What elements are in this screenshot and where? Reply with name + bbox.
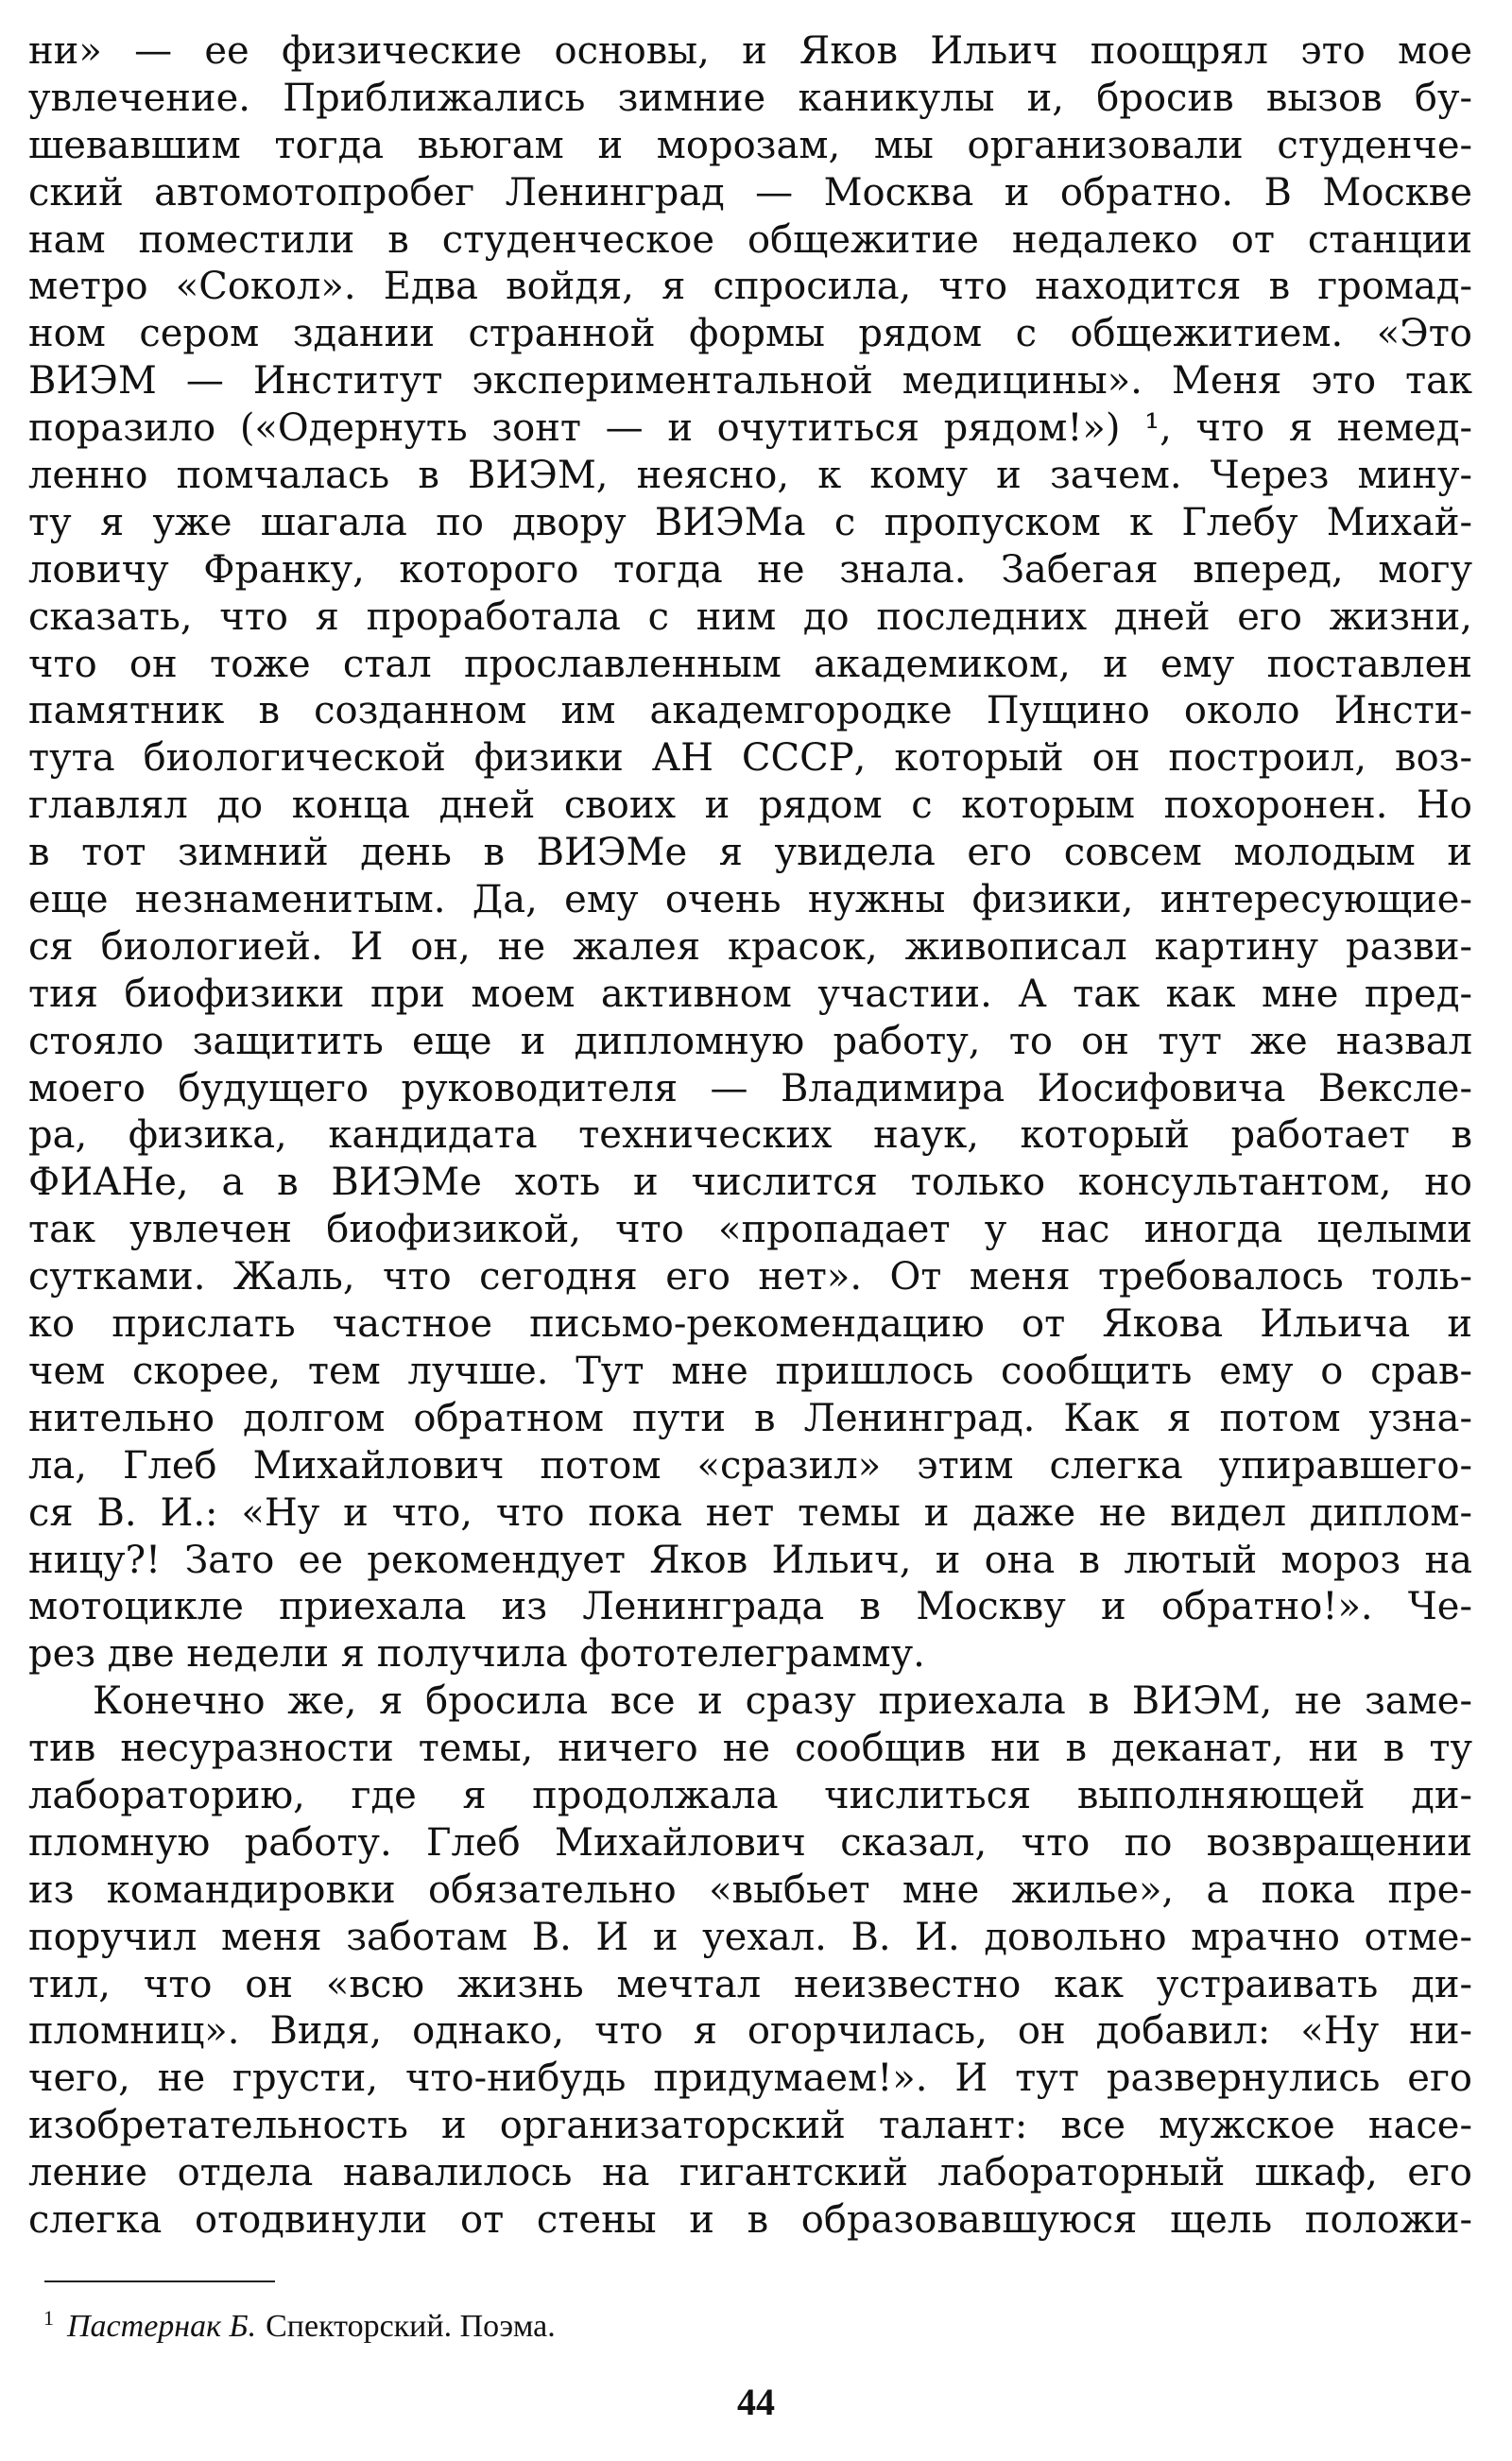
text-line: изобретательность и организаторский талант: все мужское насе- [28,2104,1472,2148]
text-line: из командировки обязательно «выбьет мне жилье», а пока пре- [28,1867,1472,1912]
book-page [28,28,1472,2245]
text-line: ни» — ее физические основы, и Яков Ильич поощрял это мое [28,29,1472,73]
footnote-text: Спекторский. Поэма. [266,2309,556,2344]
text-line: памятник в созданном им академгородке Пущино около Инсти- [28,689,1472,733]
text-line: моего будущего руководителя — Владимира Иосифовича Вексле- [28,1066,1472,1110]
text-line: чего, не грусти, что-нибудь придумаем!». И тут развернулись его [28,2057,1472,2101]
text-line: что он тоже стал прославленным академиком, и ему поставлен [28,642,1472,686]
text-line: тия биофизики при моем активном участии. А так как мне пред- [28,972,1472,1016]
text-line: пломную работу. Глеб Михайлович сказал, что по возвращении [28,1820,1472,1865]
text-line: нам поместили в студенческое общежитие недалеко от станции [28,217,1472,262]
text-line: тута биологической физики АН СССР, который он построил, воз- [28,736,1472,781]
text-line: ление отдела навалилось на гигантский лабораторный шкаф, его [28,2151,1472,2195]
text-line: ФИАНе, а в ВИЭМе хоть и числится только консультантом, но [28,1161,1472,1205]
text-line: ко прислать частное письмо-рекомендацию от Якова Ильича и [28,1302,1472,1347]
text-line: лабораторию, где я продолжала числиться выполняющей ди- [28,1773,1472,1817]
text-line: чем скорее, тем лучше. Тут мне пришлось сообщить ему о срав- [28,1349,1472,1393]
text-line: ловичу Франку, которого тогда не знала. Забегая вперед, могу [28,547,1472,592]
text-line: ницу?! Зато ее рекомендует Яков Ильич, и она в лютый мороз на [28,1538,1472,1582]
text-line: главлял до конца дней своих и рядом с которым похоронен. Но [28,783,1472,828]
text-line: поразило («Одернуть зонт — и очутиться рядом!») ¹, что я немед- [28,406,1472,451]
text-line: тил, что он «всю жизнь мечтал неизвестно как устраивать ди- [28,1962,1472,2006]
text-line: мотоцикле приехала из Ленинграда в Москву и обратно!». Че- [28,1585,1472,1629]
page-number: 44 [737,2381,775,2423]
text-line: Конечно же, я бросила все и сразу приехала в ВИЭМ, не заме- [93,1679,1472,1724]
footnote-divider [44,2280,275,2282]
text-line: ном сером здании странной формы рядом с общежитием. «Это [28,312,1472,356]
text-line: метро «Сокол». Едва войдя, я спросила, что находится в громад- [28,265,1472,309]
text-line: пломниц». Видя, однако, что я огорчилась, он добавил: «Ну ни- [28,2009,1472,2054]
text-line: рез две недели я получила фототелеграмму. [28,1632,925,1677]
text-line: поручил меня заботам В. И и уехал. В. И. довольно мрачно отме- [28,1915,1472,1959]
text-line: в тот зимний день в ВИЭМе я увидела его совсем молодым и [28,831,1472,875]
text-line: ленно помчалась в ВИЭМ, неясно, к кому и зачем. Через мину- [28,454,1472,498]
text-line: ла, Глеб Михайлович потом «сразил» этим слегка упиравшего- [28,1443,1472,1488]
text-line: ра, физика, кандидата технических наук, который работает в [28,1113,1472,1158]
text-line: ся биологией. И он, не жалея красок, живописал картину разви- [28,924,1472,969]
text-line: еще незнаменитым. Да, ему очень нужны физики, интересующие- [28,878,1472,922]
text-line: слегка отодвинули от стены и в образовавшуюся щель положи- [28,2197,1472,2242]
text-line: тив несуразности темы, ничего не сообщив ни в деканат, ни в ту [28,1727,1472,1771]
text-line: ся В. И.: «Ну и что, что пока нет темы и даже не видел диплом- [28,1490,1472,1535]
text-line: ту я уже шагала по двору ВИЭМа с пропуском к Глебу Михай- [28,500,1472,544]
text-line: ВИЭМ — Институт экспериментальной медицины». Меня это так [28,359,1472,404]
text-line: сказать, что я проработала с ним до последних дней его жизни, [28,594,1472,639]
text-line: стояло защитить еще и дипломную работу, то он тут же назвал [28,1019,1472,1063]
footnote-author: Пастернак Б. [67,2309,257,2344]
footnote [43,2306,556,2345]
footnote-marker: 1 [43,2306,54,2330]
text-line: ский автомотопробег Ленинград — Москва и обратно. В Москве [28,170,1472,215]
text-line: шевавшим тогда вьюгам и морозам, мы организовали студенче- [28,123,1472,167]
body-text [28,28,1472,2245]
text-line: сутками. Жаль, что сегодня его нет». От меня требовалось толь- [28,1255,1472,1299]
text-line: нительно долгом обратном пути в Ленинград. Как я потом узна- [28,1396,1472,1440]
text-line: так увлечен биофизикой, что «пропадает у нас иногда целыми [28,1208,1472,1252]
text-line: увлечение. Приближались зимние каникулы и, бросив вызов бу- [28,76,1472,120]
